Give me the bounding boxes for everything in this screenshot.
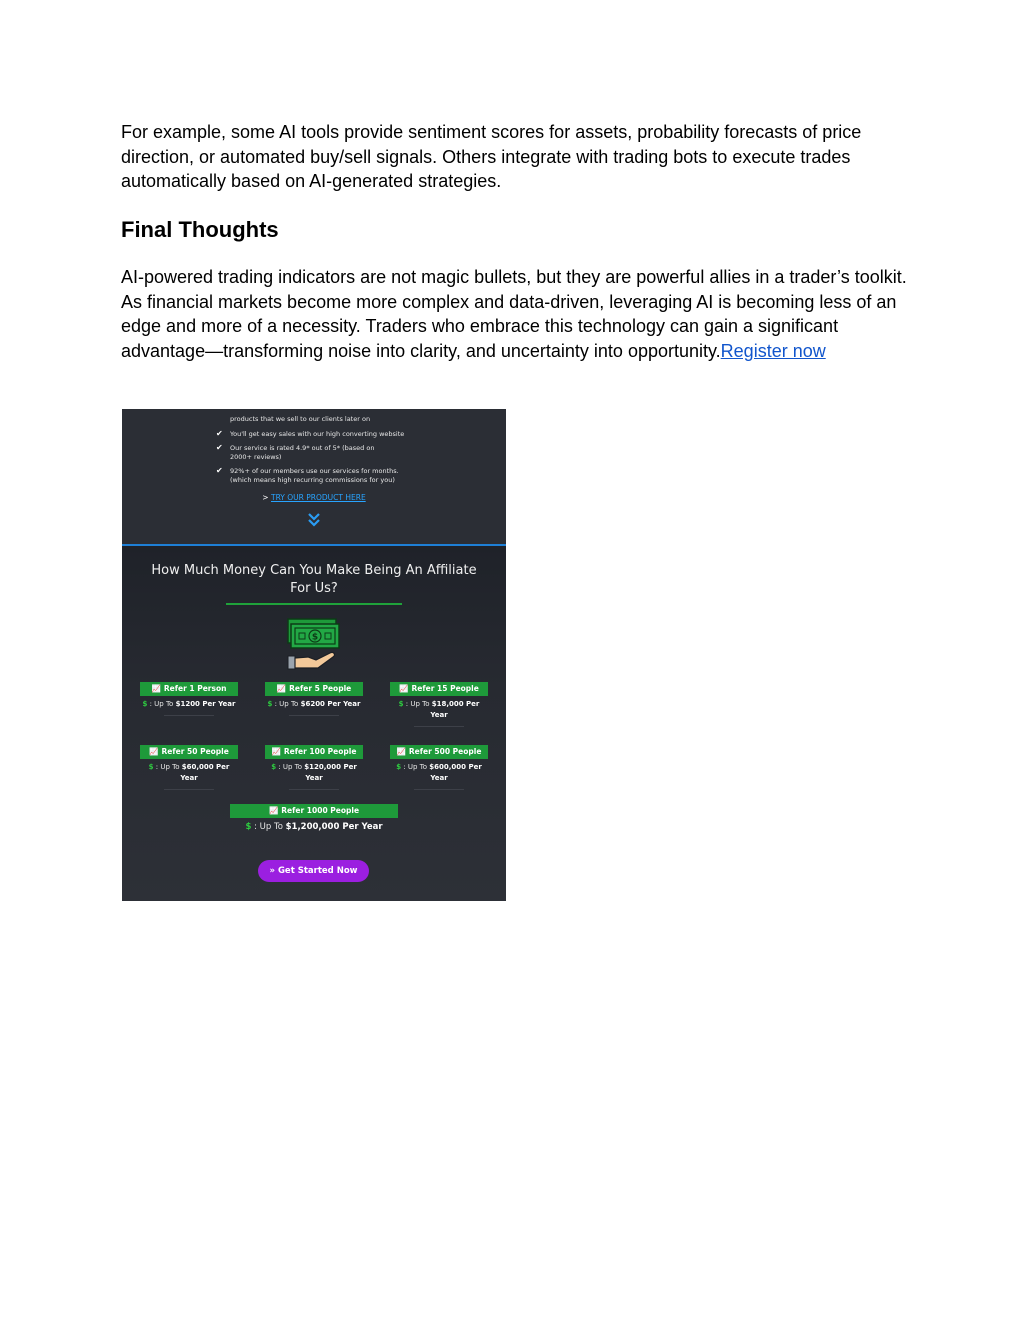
tier-label: Refer 50 People — [161, 747, 229, 756]
get-started-button[interactable] — [258, 860, 369, 882]
dollar-icon: $ — [267, 700, 273, 708]
double-chevron-right-icon: » — [269, 866, 275, 876]
final-thoughts-text: AI-powered trading indicators are not magic bullets, but they are powerful allies in a trader’s toolkit. As financial markets become more complex and data-driven, leveraging AI is becoming less of an edge and more of a necessity. Traders who embrace this technology can gain a significant advantage—transforming noise into clarity, and uncertainty into opportunity. — [121, 267, 907, 361]
try-product-line — [122, 493, 506, 502]
amount-value: $1,200,000 Per Year — [285, 822, 383, 832]
chart-line-icon: 📈 — [276, 684, 287, 693]
amount-value: $18,000 Per Year — [430, 700, 480, 719]
amount-prefix: : Up To — [278, 763, 303, 771]
check-icon: ✔ — [216, 443, 223, 452]
try-prefix: > — [262, 493, 269, 502]
tier-separator — [289, 789, 339, 790]
amount-prefix: : Up To — [155, 763, 180, 771]
tier-separator — [164, 789, 214, 790]
promo-title: How Much Money Can You Make Being An Affiliate For Us? — [151, 563, 477, 596]
amount-value: $1200 Per Year — [175, 700, 236, 708]
chart-line-icon: 📈 — [399, 684, 409, 693]
tier-label: Refer 15 People — [411, 684, 479, 693]
tier-label: Refer 500 People — [408, 747, 482, 756]
promo-top-section — [122, 409, 506, 545]
tier-amount-100 — [269, 762, 359, 784]
tier-separator — [164, 715, 214, 716]
chart-line-icon: 📈 — [396, 747, 406, 756]
title-underline — [226, 603, 402, 605]
amount-prefix: : Up To — [405, 700, 430, 708]
check-icon: ✔ — [216, 429, 223, 438]
dollar-icon: $ — [271, 763, 277, 771]
chart-line-icon: 📈 — [151, 684, 161, 693]
tier-amount-500 — [394, 762, 484, 784]
chart-line-icon: 📈 — [271, 747, 281, 756]
amount-value: $600,000 Per Year — [429, 763, 482, 782]
bullet-text-2: Our service is rated 4.9* out of 5* (based on 2000+ reviews) — [230, 444, 375, 461]
tier-separator — [414, 789, 464, 790]
tier-amount-50 — [144, 762, 234, 784]
tier-button-1000[interactable] — [230, 804, 398, 818]
tier-amount-1 — [132, 699, 246, 710]
affiliate-promo-image — [122, 409, 506, 901]
tier-label: Refer 5 People — [289, 684, 352, 693]
try-product-link[interactable]: TRY OUR PRODUCT HERE — [270, 493, 366, 502]
tier-amount-5 — [257, 699, 371, 710]
tier-button-5[interactable] — [265, 682, 363, 696]
tier-button-1[interactable] — [140, 682, 238, 696]
tier-separator — [289, 715, 339, 716]
dollar-icon: $ — [398, 700, 404, 708]
chart-line-icon: 📈 — [149, 747, 159, 756]
cta-label: Get Started Now — [277, 866, 358, 876]
amount-prefix: : Up To — [274, 700, 299, 708]
bullet-text-3: 92%+ of our members use our services for months. (which means high recurring commissions for you) — [230, 467, 399, 484]
bullet-text-0: products that we sell to our clients later on — [230, 415, 371, 423]
dollar-icon: $ — [396, 763, 402, 771]
amount-value: $120,000 Per Year — [304, 763, 357, 782]
double-chevron-down-icon — [122, 513, 506, 530]
paragraph-examples: For example, some AI tools provide sentiment scores for assets, probability forecasts of price direction, or automated buy/sell signals. Others integrate with trading bots to execute trades automatically based on AI-generated strategies. — [121, 122, 862, 191]
tier-button-100[interactable] — [265, 745, 363, 759]
section-heading: Final Thoughts — [121, 217, 279, 242]
check-icon: ✔ — [216, 466, 223, 475]
bullet-text-1: You'll get easy sales with our high converting website — [230, 430, 405, 438]
amount-prefix: : Up To — [149, 700, 174, 708]
tier-label: Refer 1 Person — [163, 684, 227, 693]
dollar-icon: $ — [142, 700, 148, 708]
tier-label: Refer 1000 People — [281, 806, 360, 815]
amount-prefix: : Up To — [403, 763, 428, 771]
dollar-icon: $ — [245, 822, 252, 832]
tier-button-500[interactable] — [390, 745, 488, 759]
tier-button-50[interactable] — [140, 745, 238, 759]
tier-label: Refer 100 People — [283, 747, 357, 756]
tier-button-15[interactable] — [390, 682, 488, 696]
tier-amount-15 — [394, 699, 484, 721]
paragraph-final-thoughts — [121, 265, 911, 363]
register-now-link[interactable]: Register now — [720, 340, 826, 361]
promo-lower-section — [122, 546, 506, 901]
tier-amount-1000 — [214, 821, 414, 834]
money-in-hand-icon — [286, 617, 342, 677]
amount-value: $60,000 Per Year — [180, 763, 230, 782]
dollar-icon: $ — [148, 763, 154, 771]
svg-text:$: $ — [311, 632, 319, 643]
tier-separator — [414, 726, 464, 727]
chart-line-icon: 📈 — [268, 806, 279, 815]
amount-value: $6200 Per Year — [300, 700, 361, 708]
amount-prefix: : Up To — [254, 822, 283, 832]
